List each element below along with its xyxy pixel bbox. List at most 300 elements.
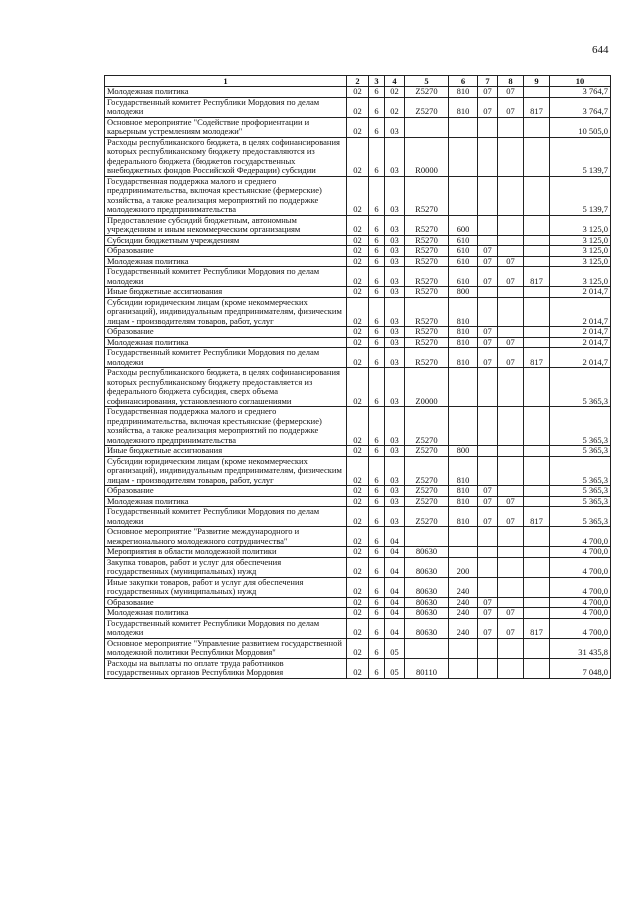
code-cell: 03 bbox=[385, 117, 405, 137]
code-cell bbox=[498, 137, 524, 176]
code-cell bbox=[478, 446, 498, 457]
code-cell bbox=[478, 117, 498, 137]
code-cell: 6 bbox=[369, 267, 385, 287]
code-cell: 04 bbox=[385, 527, 405, 547]
code-cell bbox=[524, 117, 550, 137]
code-cell: Z0000 bbox=[405, 368, 449, 407]
row-name-cell: Расходы республиканского бюджета, в целях софинансирования которых республиканскому бюджету предоставляются из федерального бюджета (бюджетов государственных внебюджетных фондов Российской Федерации) субсидии bbox=[105, 137, 347, 176]
code-cell: 02 bbox=[347, 638, 369, 658]
row-name-cell: Расходы республиканского бюджета, в целях софинансирования которых республиканскому бюджету предоставляется из федерального бюджета субсидия, сверх объема софинансирования, установленного соглашениями bbox=[105, 368, 347, 407]
code-cell bbox=[524, 658, 550, 678]
row-name-cell: Мероприятия в области молодежной политики bbox=[105, 547, 347, 558]
code-cell: 80630 bbox=[405, 577, 449, 597]
code-cell: 810 bbox=[449, 337, 478, 348]
code-cell: 07 bbox=[498, 337, 524, 348]
code-cell: 07 bbox=[478, 507, 498, 527]
table-row bbox=[105, 87, 611, 98]
table-row bbox=[105, 287, 611, 298]
code-cell bbox=[498, 597, 524, 608]
code-cell: R5270 bbox=[405, 215, 449, 235]
code-cell bbox=[478, 215, 498, 235]
code-cell: 800 bbox=[449, 446, 478, 457]
code-cell: R5270 bbox=[405, 256, 449, 267]
code-cell: 6 bbox=[369, 456, 385, 486]
code-cell bbox=[498, 658, 524, 678]
code-cell: 03 bbox=[385, 348, 405, 368]
amount-cell: 4 700,0 bbox=[550, 618, 611, 638]
code-cell bbox=[498, 176, 524, 215]
code-cell: 03 bbox=[385, 368, 405, 407]
code-cell bbox=[498, 327, 524, 338]
code-cell: 6 bbox=[369, 547, 385, 558]
code-cell bbox=[478, 287, 498, 298]
code-cell: 05 bbox=[385, 638, 405, 658]
code-cell bbox=[524, 337, 550, 348]
row-name-cell: Образование bbox=[105, 246, 347, 257]
code-cell bbox=[524, 638, 550, 658]
code-cell: 02 bbox=[347, 87, 369, 98]
code-cell: 07 bbox=[498, 507, 524, 527]
code-cell bbox=[449, 117, 478, 137]
code-cell bbox=[524, 486, 550, 497]
code-cell: 07 bbox=[498, 267, 524, 287]
amount-cell: 2 014,7 bbox=[550, 297, 611, 327]
code-cell: Z5270 bbox=[405, 456, 449, 486]
code-cell: 80630 bbox=[405, 597, 449, 608]
code-cell bbox=[498, 215, 524, 235]
table-row bbox=[105, 117, 611, 137]
code-cell: 810 bbox=[449, 486, 478, 497]
row-name-cell: Государственная поддержка малого и среднего предпринимательства, включая крестьянские (фермерские) хозяйства, а также реализация мероприятий по поддержке молодежного предпринимательства bbox=[105, 176, 347, 215]
code-cell: R0000 bbox=[405, 137, 449, 176]
row-name-cell: Молодежная политика bbox=[105, 256, 347, 267]
code-cell: 02 bbox=[347, 446, 369, 457]
code-cell bbox=[498, 486, 524, 497]
code-cell bbox=[405, 117, 449, 137]
code-cell: 02 bbox=[347, 618, 369, 638]
code-cell bbox=[524, 608, 550, 619]
code-cell: 07 bbox=[498, 618, 524, 638]
table-row bbox=[105, 256, 611, 267]
code-cell: 02 bbox=[347, 577, 369, 597]
code-cell bbox=[498, 246, 524, 257]
code-cell: 03 bbox=[385, 267, 405, 287]
code-cell: 03 bbox=[385, 486, 405, 497]
column-header: 7 bbox=[478, 76, 498, 87]
code-cell bbox=[498, 557, 524, 577]
code-cell bbox=[498, 577, 524, 597]
code-cell: 02 bbox=[347, 176, 369, 215]
code-cell: 02 bbox=[347, 297, 369, 327]
row-name-cell: Молодежная политика bbox=[105, 337, 347, 348]
table-row bbox=[105, 348, 611, 368]
code-cell: 07 bbox=[478, 618, 498, 638]
table-row bbox=[105, 215, 611, 235]
amount-cell: 5 139,7 bbox=[550, 137, 611, 176]
code-cell: 02 bbox=[347, 137, 369, 176]
code-cell: 6 bbox=[369, 337, 385, 348]
row-name-cell: Основное мероприятие "Развитие международного и межрегионального молодежного сотрудничества" bbox=[105, 527, 347, 547]
row-name-cell: Предоставление субсидий бюджетным, автономным учреждениям и иным некоммерческим организациям bbox=[105, 215, 347, 235]
code-cell bbox=[478, 638, 498, 658]
code-cell: 80110 bbox=[405, 658, 449, 678]
amount-cell: 4 700,0 bbox=[550, 547, 611, 558]
code-cell: 810 bbox=[449, 97, 478, 117]
table-row bbox=[105, 176, 611, 215]
code-cell: 07 bbox=[478, 327, 498, 338]
code-cell: 07 bbox=[498, 608, 524, 619]
code-cell bbox=[449, 368, 478, 407]
code-cell: 03 bbox=[385, 287, 405, 298]
amount-cell: 3 125,0 bbox=[550, 256, 611, 267]
code-cell: 03 bbox=[385, 446, 405, 457]
amount-cell: 4 700,0 bbox=[550, 557, 611, 577]
code-cell: 240 bbox=[449, 618, 478, 638]
code-cell: 04 bbox=[385, 577, 405, 597]
row-name-cell: Государственный комитет Республики Мордовия по делам молодежи bbox=[105, 348, 347, 368]
code-cell bbox=[524, 297, 550, 327]
amount-cell: 5 139,7 bbox=[550, 176, 611, 215]
code-cell: 6 bbox=[369, 297, 385, 327]
code-cell bbox=[524, 557, 550, 577]
code-cell: 6 bbox=[369, 557, 385, 577]
code-cell: 02 bbox=[347, 337, 369, 348]
code-cell bbox=[524, 287, 550, 298]
row-name-cell: Государственный комитет Республики Мордовия по делам молодежи bbox=[105, 97, 347, 117]
code-cell: 02 bbox=[347, 235, 369, 246]
code-cell: Z5270 bbox=[405, 97, 449, 117]
row-name-cell: Молодежная политика bbox=[105, 608, 347, 619]
code-cell: 6 bbox=[369, 176, 385, 215]
code-cell bbox=[498, 407, 524, 446]
column-header: 3 bbox=[369, 76, 385, 87]
code-cell bbox=[498, 297, 524, 327]
table-body bbox=[105, 76, 611, 679]
code-cell bbox=[449, 407, 478, 446]
code-cell: Z5270 bbox=[405, 507, 449, 527]
code-cell: 6 bbox=[369, 368, 385, 407]
row-name-cell: Основное мероприятие "Содействие профориентации и карьерным устремлениям молодежи" bbox=[105, 117, 347, 137]
amount-cell: 2 014,7 bbox=[550, 287, 611, 298]
table-row bbox=[105, 137, 611, 176]
code-cell bbox=[524, 235, 550, 246]
code-cell: Z5270 bbox=[405, 496, 449, 507]
code-cell: R5270 bbox=[405, 176, 449, 215]
code-cell: 07 bbox=[478, 608, 498, 619]
code-cell bbox=[449, 547, 478, 558]
code-cell: 07 bbox=[478, 87, 498, 98]
table-row bbox=[105, 97, 611, 117]
code-cell: 04 bbox=[385, 608, 405, 619]
code-cell: 02 bbox=[347, 327, 369, 338]
code-cell: 80630 bbox=[405, 547, 449, 558]
code-cell: 810 bbox=[449, 456, 478, 486]
code-cell bbox=[478, 176, 498, 215]
table-row bbox=[105, 658, 611, 678]
code-cell: 200 bbox=[449, 557, 478, 577]
table-row bbox=[105, 547, 611, 558]
amount-cell: 3 764,7 bbox=[550, 87, 611, 98]
row-name-cell: Образование bbox=[105, 486, 347, 497]
amount-cell: 4 700,0 bbox=[550, 597, 611, 608]
code-cell: 04 bbox=[385, 618, 405, 638]
row-name-cell: Закупка товаров, работ и услуг для обеспечения государственных (муниципальных) нужд bbox=[105, 557, 347, 577]
code-cell bbox=[524, 368, 550, 407]
amount-cell: 5 365,3 bbox=[550, 507, 611, 527]
code-cell bbox=[478, 368, 498, 407]
code-cell bbox=[524, 496, 550, 507]
amount-cell: 5 365,3 bbox=[550, 368, 611, 407]
code-cell: R5270 bbox=[405, 267, 449, 287]
row-name-cell: Расходы на выплаты по оплате труда работников государственных органов Республики Мордовия bbox=[105, 658, 347, 678]
code-cell: 6 bbox=[369, 348, 385, 368]
code-cell: 03 bbox=[385, 137, 405, 176]
amount-cell: 5 365,3 bbox=[550, 446, 611, 457]
column-header: 9 bbox=[524, 76, 550, 87]
code-cell bbox=[478, 235, 498, 246]
table-row bbox=[105, 486, 611, 497]
code-cell bbox=[524, 327, 550, 338]
code-cell: 810 bbox=[449, 507, 478, 527]
code-cell: 02 bbox=[347, 267, 369, 287]
amount-cell: 7 048,0 bbox=[550, 658, 611, 678]
code-cell bbox=[498, 446, 524, 457]
row-name-cell: Иные бюджетные ассигнования bbox=[105, 446, 347, 457]
amount-cell: 3 125,0 bbox=[550, 267, 611, 287]
code-cell bbox=[498, 456, 524, 486]
code-cell: 02 bbox=[347, 97, 369, 117]
code-cell: 6 bbox=[369, 256, 385, 267]
code-cell bbox=[478, 456, 498, 486]
code-cell bbox=[449, 137, 478, 176]
code-cell: 610 bbox=[449, 256, 478, 267]
code-cell: 07 bbox=[478, 337, 498, 348]
code-cell: 02 bbox=[347, 246, 369, 257]
code-cell: 02 bbox=[347, 256, 369, 267]
code-cell: 03 bbox=[385, 407, 405, 446]
code-cell: 6 bbox=[369, 87, 385, 98]
code-cell bbox=[524, 597, 550, 608]
table-row bbox=[105, 246, 611, 257]
code-cell bbox=[498, 368, 524, 407]
code-cell: 07 bbox=[498, 97, 524, 117]
code-cell bbox=[478, 407, 498, 446]
code-cell bbox=[524, 407, 550, 446]
code-cell: 03 bbox=[385, 337, 405, 348]
amount-cell: 3 125,0 bbox=[550, 235, 611, 246]
amount-cell: 31 435,8 bbox=[550, 638, 611, 658]
amount-cell: 10 505,0 bbox=[550, 117, 611, 137]
code-cell: 6 bbox=[369, 486, 385, 497]
code-cell: 817 bbox=[524, 618, 550, 638]
page-number: 644 bbox=[592, 44, 609, 56]
row-name-cell: Иные бюджетные ассигнования bbox=[105, 287, 347, 298]
code-cell: R5270 bbox=[405, 337, 449, 348]
table-row bbox=[105, 507, 611, 527]
code-cell bbox=[524, 246, 550, 257]
code-cell: 03 bbox=[385, 507, 405, 527]
code-cell: 07 bbox=[478, 246, 498, 257]
code-cell bbox=[449, 527, 478, 547]
code-cell: 02 bbox=[347, 507, 369, 527]
code-cell bbox=[478, 577, 498, 597]
amount-cell: 2 014,7 bbox=[550, 327, 611, 338]
code-cell: 07 bbox=[478, 256, 498, 267]
code-cell bbox=[498, 527, 524, 547]
code-cell: 80630 bbox=[405, 608, 449, 619]
code-cell: 6 bbox=[369, 618, 385, 638]
code-cell bbox=[478, 547, 498, 558]
code-cell: 07 bbox=[498, 496, 524, 507]
code-cell bbox=[524, 137, 550, 176]
table-row bbox=[105, 557, 611, 577]
code-cell: Z5270 bbox=[405, 87, 449, 98]
code-cell: 6 bbox=[369, 117, 385, 137]
column-header: 8 bbox=[498, 76, 524, 87]
row-name-cell: Основное мероприятие "Управление развитием государственной молодежной политики Республики Мордовия" bbox=[105, 638, 347, 658]
table-row bbox=[105, 235, 611, 246]
code-cell bbox=[498, 235, 524, 246]
code-cell: 02 bbox=[385, 87, 405, 98]
table-row bbox=[105, 337, 611, 348]
code-cell: 810 bbox=[449, 496, 478, 507]
table-row bbox=[105, 368, 611, 407]
code-cell: 610 bbox=[449, 246, 478, 257]
column-header: 10 bbox=[550, 76, 611, 87]
budget-table bbox=[104, 75, 611, 679]
code-cell: 810 bbox=[449, 87, 478, 98]
code-cell bbox=[524, 176, 550, 215]
code-cell: 07 bbox=[498, 87, 524, 98]
code-cell: 817 bbox=[524, 97, 550, 117]
table-row bbox=[105, 407, 611, 446]
code-cell: 6 bbox=[369, 327, 385, 338]
row-name-cell: Субсидии юридическим лицам (кроме некоммерческих организаций), индивидуальным предпринимателям, физическим лицам - производителям товаров, работ, услуг bbox=[105, 456, 347, 486]
code-cell: 6 bbox=[369, 235, 385, 246]
code-cell: 240 bbox=[449, 597, 478, 608]
code-cell: R5270 bbox=[405, 348, 449, 368]
column-header: 5 bbox=[405, 76, 449, 87]
code-cell: 810 bbox=[449, 297, 478, 327]
code-cell bbox=[524, 547, 550, 558]
code-cell: 810 bbox=[449, 348, 478, 368]
table-row bbox=[105, 297, 611, 327]
code-cell: 05 bbox=[385, 658, 405, 678]
row-name-cell: Иные закупки товаров, работ и услуг для обеспечения государственных (муниципальных) нужд bbox=[105, 577, 347, 597]
code-cell: 6 bbox=[369, 407, 385, 446]
code-cell bbox=[524, 527, 550, 547]
code-cell: 6 bbox=[369, 287, 385, 298]
code-cell: 04 bbox=[385, 557, 405, 577]
code-cell: 02 bbox=[347, 547, 369, 558]
code-cell: 02 bbox=[347, 407, 369, 446]
code-cell: 6 bbox=[369, 137, 385, 176]
code-cell: Z5270 bbox=[405, 486, 449, 497]
code-cell: 6 bbox=[369, 608, 385, 619]
code-cell: 04 bbox=[385, 597, 405, 608]
code-cell bbox=[498, 117, 524, 137]
code-cell: 6 bbox=[369, 507, 385, 527]
code-cell bbox=[524, 456, 550, 486]
code-cell: 02 bbox=[347, 608, 369, 619]
code-cell bbox=[449, 176, 478, 215]
column-header: 4 bbox=[385, 76, 405, 87]
amount-cell: 2 014,7 bbox=[550, 348, 611, 368]
code-cell bbox=[478, 527, 498, 547]
code-cell: 80630 bbox=[405, 618, 449, 638]
code-cell: 610 bbox=[449, 235, 478, 246]
table-row bbox=[105, 456, 611, 486]
code-cell: R5270 bbox=[405, 235, 449, 246]
code-cell: 80630 bbox=[405, 557, 449, 577]
column-header: 2 bbox=[347, 76, 369, 87]
row-name-cell: Молодежная политика bbox=[105, 87, 347, 98]
code-cell bbox=[524, 215, 550, 235]
code-cell: R5270 bbox=[405, 297, 449, 327]
code-cell: 6 bbox=[369, 577, 385, 597]
code-cell: Z5270 bbox=[405, 407, 449, 446]
code-cell: 07 bbox=[498, 348, 524, 368]
row-name-cell: Государственный комитет Республики Мордовия по делам молодежи bbox=[105, 618, 347, 638]
code-cell: 02 bbox=[385, 97, 405, 117]
code-cell: 6 bbox=[369, 527, 385, 547]
amount-cell: 5 365,3 bbox=[550, 486, 611, 497]
code-cell: 03 bbox=[385, 235, 405, 246]
code-cell: 07 bbox=[478, 597, 498, 608]
table-row bbox=[105, 527, 611, 547]
code-cell bbox=[405, 638, 449, 658]
code-cell: 03 bbox=[385, 297, 405, 327]
code-cell: 817 bbox=[524, 267, 550, 287]
code-cell: 02 bbox=[347, 287, 369, 298]
row-name-cell: Государственная поддержка малого и среднего предпринимательства, включая крестьянские (фермерские) хозяйства, а также реализация мероприятий по поддержке молодежного предпринимательства bbox=[105, 407, 347, 446]
code-cell: 02 bbox=[347, 348, 369, 368]
row-name-cell: Субсидии бюджетным учреждениям bbox=[105, 235, 347, 246]
code-cell: 02 bbox=[347, 215, 369, 235]
code-cell: 810 bbox=[449, 327, 478, 338]
code-cell bbox=[524, 577, 550, 597]
code-cell: 07 bbox=[478, 267, 498, 287]
code-cell: 817 bbox=[524, 507, 550, 527]
table-row bbox=[105, 618, 611, 638]
code-cell: 02 bbox=[347, 597, 369, 608]
table-row bbox=[105, 597, 611, 608]
row-name-cell: Субсидии юридическим лицам (кроме некоммерческих организаций), индивидуальным предпринимателям, физическим лицам - производителям товаров, работ, услуг bbox=[105, 297, 347, 327]
code-cell: 02 bbox=[347, 117, 369, 137]
code-cell: 800 bbox=[449, 287, 478, 298]
code-cell: 240 bbox=[449, 577, 478, 597]
code-cell: 07 bbox=[478, 496, 498, 507]
code-cell: 03 bbox=[385, 256, 405, 267]
code-cell: 6 bbox=[369, 496, 385, 507]
code-cell: 03 bbox=[385, 176, 405, 215]
code-cell: 6 bbox=[369, 446, 385, 457]
code-cell: 02 bbox=[347, 496, 369, 507]
amount-cell: 2 014,7 bbox=[550, 337, 611, 348]
code-cell bbox=[524, 256, 550, 267]
code-cell: 6 bbox=[369, 638, 385, 658]
code-cell bbox=[498, 638, 524, 658]
code-cell: 600 bbox=[449, 215, 478, 235]
code-cell: 03 bbox=[385, 215, 405, 235]
amount-cell: 3 125,0 bbox=[550, 246, 611, 257]
code-cell: 6 bbox=[369, 97, 385, 117]
code-cell: 03 bbox=[385, 327, 405, 338]
table-row bbox=[105, 638, 611, 658]
code-cell bbox=[498, 287, 524, 298]
code-cell: 6 bbox=[369, 597, 385, 608]
column-header: 1 bbox=[105, 76, 347, 87]
